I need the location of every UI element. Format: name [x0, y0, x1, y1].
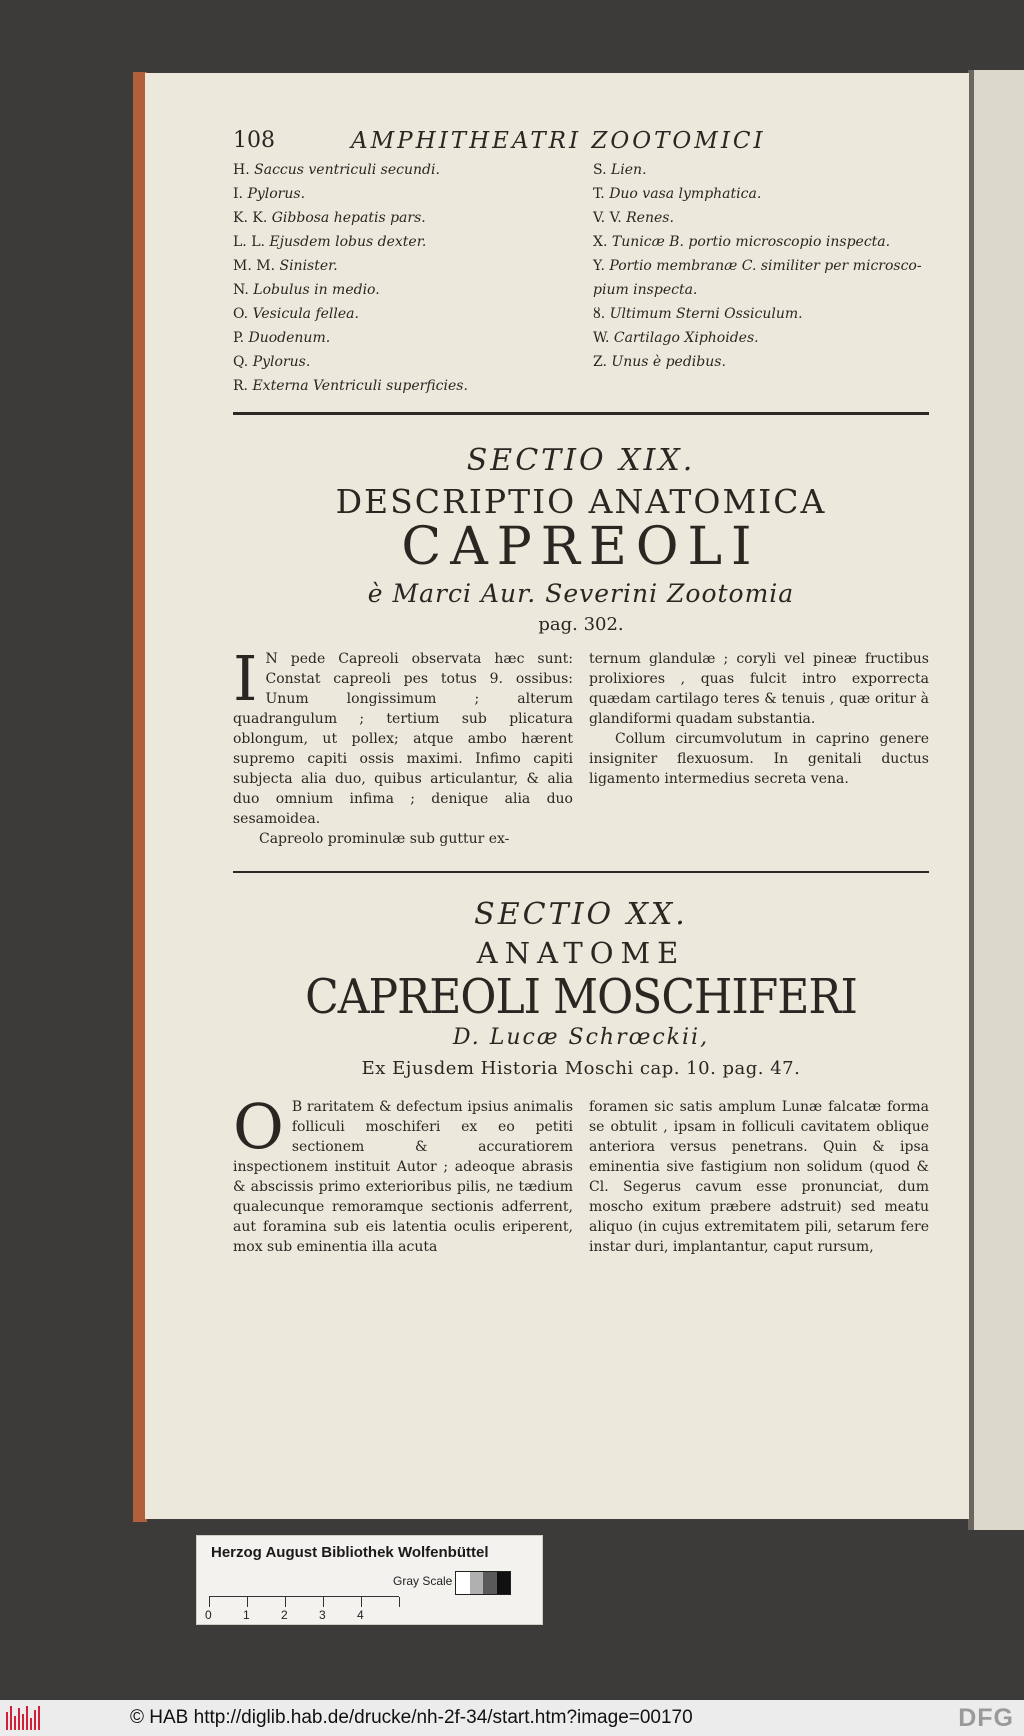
legend-label-continuation: pium inspecta. — [593, 282, 698, 298]
legend-label: Cartilago Xiphoides. — [613, 330, 759, 346]
running-head — [233, 118, 929, 158]
legend-label: Lien. — [611, 162, 647, 178]
paragraph: foramen sic satis amplum Lunæ falcatæ forma se obtulit , ipsam in folliculi cavitatem oblique anteriora versus penetrans. Quin & ipsa eminentia sive fastigium non solidum (quod & Cl. Segerus cavum esse pronunciat, dum moscho exitum præbere adstruit) sed meatu aliquo (in cujus extremitatem pili, setarum fere instar duri, implantantur, caput rursum, — [589, 1099, 929, 1255]
drop-cap: I — [233, 642, 258, 715]
section-19-column-right — [589, 649, 929, 849]
legend-label: Ultimum Sterni Ossiculum. — [609, 306, 803, 322]
paragraph: N pede Capreoli observata hæc sunt: Constat capreoli pes totus 9. ossibus: Unum longissimum ; alterum quadrangulum ; tertium sub plicatura oblongum, ut pollex; atque ambo hærent supremo capiti ossis maximi. Infimo capiti subjecta alia duo, quibus articulantur, & alia duo omnium infima ; denique alia duo sesamoidea. — [233, 651, 573, 827]
legend-letters: M. M. — [233, 258, 276, 274]
legend-letters: S. — [593, 162, 607, 178]
legend-letters: I. — [233, 186, 243, 202]
legend-item — [593, 206, 929, 230]
legend-item — [233, 302, 593, 326]
dfg-logo: DFG — [958, 1704, 1014, 1732]
legend-label: Externa Ventriculi superficies. — [252, 378, 468, 394]
legend-label: Pylorus. — [247, 186, 306, 202]
legend-letters: O. — [233, 306, 249, 322]
legend-label: Sinister. — [279, 258, 338, 274]
legend-letters: X. — [593, 234, 608, 250]
section-19-source: è Marci Aur. Severini Zootomia — [367, 579, 795, 608]
legend-item — [593, 230, 929, 254]
legend-label: Duo vasa lymphatica. — [609, 186, 762, 202]
library-name: Herzog August Bibliothek Wolfenbüttel — [211, 1544, 489, 1561]
page-number: 108 — [233, 128, 275, 153]
drop-cap: O — [233, 1090, 284, 1163]
section-rule — [233, 871, 929, 873]
legend-label: Unus è pedibus. — [611, 354, 726, 370]
legend-item — [233, 278, 593, 302]
section-20-column-left — [233, 1090, 573, 1257]
legend-item — [593, 182, 929, 206]
facing-page-edge — [968, 70, 1024, 1530]
legend-item — [233, 326, 593, 350]
paragraph: B raritatem & defectum ipsius animalis folliculi moschiferi ex eo petiti sectionem & accuratiorem inspectionem instituit Autor ; adeoque abrasis & abscissis primo exterioribus pilis, ne tædium qualecunque remoramque sectionis adferrent, aut foramina sub eis latentia oculis eriperent, mox sub eminentia illa acuta — [233, 1099, 573, 1255]
section-20-body — [233, 1090, 929, 1257]
legend-item — [593, 326, 929, 350]
section-19-title-line-1: DESCRIPTIO ANATOMICA — [335, 482, 827, 521]
copyright-link[interactable]: © HAB http://diglib.hab.de/drucke/nh-2f-34/start.htm?image=00170 — [130, 1707, 693, 1728]
gray-scale-label: Gray Scale — [393, 1574, 453, 1588]
paragraph: Collum circumvolutum in caprino genere insigniter flexuosum. In genitali ductus ligamento intermedius secreta vena. — [589, 731, 929, 787]
section-rule — [233, 412, 929, 415]
legend-label: Pylorus. — [252, 354, 311, 370]
legend-label: Portio membranæ C. similiter per microsco- — [609, 258, 922, 274]
legend-item — [233, 350, 593, 374]
legend-letters: R. — [233, 378, 248, 394]
legend-letters: K. K. — [233, 210, 268, 226]
legend-letters: T. — [593, 186, 605, 202]
legend-letters: W. — [593, 330, 610, 346]
legend-letters: N. — [233, 282, 249, 298]
legend-letters: P. — [233, 330, 245, 346]
legend-item — [593, 302, 929, 326]
legend-item — [593, 158, 929, 182]
legend-left-column — [233, 158, 593, 398]
legend-label: Gibbosa hepatis pars. — [271, 210, 426, 226]
color-calibration-bar — [196, 1535, 543, 1625]
legend-item — [233, 374, 593, 398]
legend-label: Ejusdem lobus dexter. — [269, 234, 427, 250]
ruler-label: 4 — [357, 1608, 364, 1622]
section-20-column-right — [589, 1097, 929, 1257]
section-19-column-left — [233, 642, 573, 849]
paragraph: Capreolo prominulæ sub guttur ex- — [259, 831, 510, 847]
legend-item — [233, 230, 593, 254]
hab-logo-icon — [6, 1706, 44, 1730]
ruler-label: 1 — [243, 1608, 250, 1622]
legend-label: Saccus ventriculi secundi. — [254, 162, 440, 178]
legend-label: Renes. — [626, 210, 674, 226]
legend-letters: Y. — [593, 258, 605, 274]
legend-label: Tunicæ B. portio microscopio inspecta. — [611, 234, 891, 250]
legend-letters: Q. — [233, 354, 249, 370]
section-20-heading: SECTIO XX. — [474, 897, 688, 932]
legend-label: Vesicula fellea. — [252, 306, 359, 322]
legend-letters: H. — [233, 162, 250, 178]
legend-letters: ȣ. — [593, 306, 606, 322]
legend-item — [233, 182, 593, 206]
section-19-heading: SECTIO XIX. — [466, 443, 696, 478]
legend-letters: V. V. — [593, 210, 622, 226]
legend-item — [593, 254, 929, 278]
viewer-footer — [0, 1700, 1024, 1736]
section-20-title-line-1: ANATOME — [476, 936, 686, 970]
ruler-label: 3 — [319, 1608, 326, 1622]
figure-legend — [233, 158, 929, 398]
section-20-author: D. Lucæ Schrœckii, — [452, 1025, 710, 1050]
section-20-source: Ex Ejusdem Historia Moschi cap. 10. pag. 47. — [361, 1058, 801, 1079]
legend-right-column — [593, 158, 929, 398]
legend-item — [233, 158, 593, 182]
section-19-title-main: CAPREOLI — [401, 517, 761, 577]
ruler-label: 2 — [281, 1608, 288, 1622]
legend-letters: L. L. — [233, 234, 265, 250]
ruler-label: 0 — [205, 1608, 212, 1622]
legend-label: Lobulus in medio. — [253, 282, 380, 298]
gray-scale-swatch — [455, 1571, 511, 1595]
section-19-body — [233, 642, 929, 849]
section-20-title-main: CAPREOLI MOSCHIFERI — [305, 969, 857, 1026]
legend-item — [593, 350, 929, 374]
legend-letters: Z. — [593, 354, 607, 370]
legend-item — [233, 254, 593, 278]
section-19-page-ref: pag. 302. — [538, 614, 624, 635]
running-title: AMPHITHEATRI ZOOTOMICI — [351, 128, 766, 154]
page-content — [233, 118, 929, 1257]
ruler — [209, 1596, 399, 1607]
legend-label: Duodenum. — [248, 330, 331, 346]
legend-item — [233, 206, 593, 230]
paragraph: ternum glandulæ ; coryli vel pineæ fructibus prolixiores , quas fulcit intro exporrecta quædam cartilago teres & tenuis , quæ oritur à glandiformi quadam substantia. — [589, 651, 929, 727]
